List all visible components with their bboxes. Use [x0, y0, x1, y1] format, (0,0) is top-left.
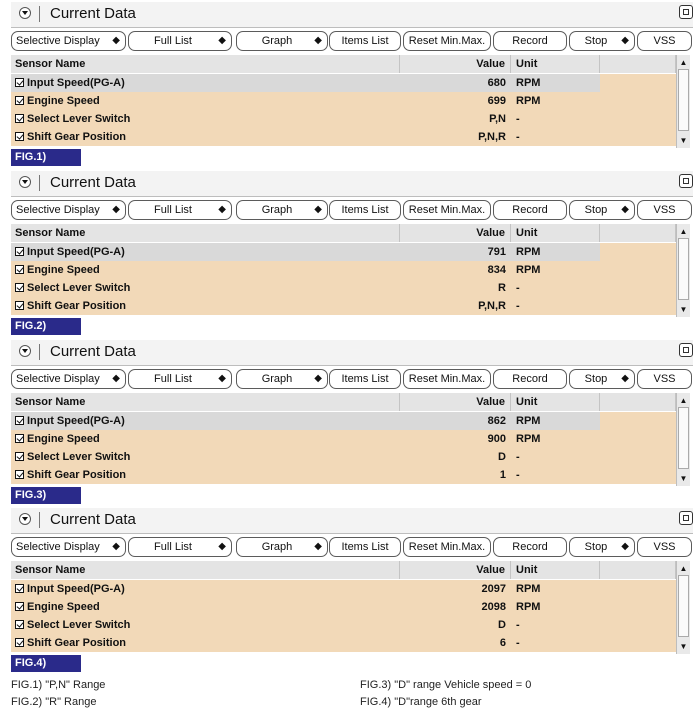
record-button[interactable]: Record	[493, 537, 567, 557]
scroll-thumb[interactable]	[678, 407, 689, 469]
grid-header	[11, 561, 676, 579]
extra-header	[600, 561, 676, 579]
up-down-arrow-icon: ◆	[112, 204, 120, 215]
checked-checkbox-icon[interactable]	[15, 416, 24, 425]
graph-select[interactable]: Graph ◆	[236, 369, 328, 389]
caption-fig2: FIG.2) "R" Range	[11, 696, 97, 708]
full-list-select[interactable]: Full List ◆	[128, 369, 232, 389]
up-down-arrow-icon: ◆	[112, 373, 120, 384]
reset-min-max-button[interactable]: Reset Min.Max.	[403, 369, 491, 389]
checked-checkbox-icon[interactable]	[15, 620, 24, 629]
graph-select[interactable]: Graph ◆	[236, 200, 328, 220]
panel-title: Current Data	[50, 174, 136, 191]
reset-min-max-button[interactable]: Reset Min.Max.	[403, 537, 491, 557]
stop-select[interactable]: Stop ◆	[569, 369, 635, 389]
up-down-arrow-icon: ◆	[218, 204, 226, 215]
up-down-arrow-icon: ◆	[621, 541, 629, 552]
current-data-panel-3	[11, 340, 693, 508]
scroll-down-arrow-icon[interactable]: ▼	[679, 474, 688, 483]
caption-fig1: FIG.1) "P,N" Range	[11, 679, 106, 691]
up-down-arrow-icon: ◆	[621, 373, 629, 384]
checked-checkbox-icon[interactable]	[15, 584, 24, 593]
table-row[interactable]: Input Speed(PG-A) 791 RPM	[11, 243, 676, 261]
up-down-arrow-icon: ◆	[314, 35, 322, 46]
sensor-data-grid	[11, 561, 693, 654]
checked-checkbox-icon[interactable]	[15, 265, 24, 274]
record-button[interactable]: Record	[493, 31, 567, 51]
current-data-panel-1	[11, 2, 693, 170]
title-divider	[39, 175, 40, 191]
items-list-button[interactable]: Items List	[329, 369, 401, 389]
table-row[interactable]: Select Lever Switch P,N -	[11, 110, 676, 128]
toolbar	[11, 31, 693, 54]
toolbar	[11, 369, 693, 392]
checked-checkbox-icon[interactable]	[15, 638, 24, 647]
items-list-button[interactable]: Items List	[329, 31, 401, 51]
sensor-name-header[interactable]: Sensor Name	[11, 224, 400, 242]
restore-window-icon[interactable]	[679, 174, 693, 188]
vertical-scrollbar[interactable]	[676, 55, 690, 148]
sensor-name-header[interactable]: Sensor Name	[11, 55, 400, 73]
sensor-data-grid	[11, 224, 693, 317]
extra-header	[600, 224, 676, 242]
table-row[interactable]: Shift Gear Position 6 -	[11, 634, 676, 652]
selective-display-select[interactable]: Selective Display ◆	[11, 31, 126, 51]
figure-label: FIG.2)	[11, 318, 81, 335]
stop-select[interactable]: Stop ◆	[569, 200, 635, 220]
selective-display-select[interactable]: Selective Display ◆	[11, 369, 126, 389]
current-data-panel-2	[11, 171, 693, 339]
table-row[interactable]: Engine Speed 900 RPM	[11, 430, 676, 448]
scroll-up-arrow-icon[interactable]: ▲	[679, 564, 688, 573]
toolbar	[11, 537, 693, 560]
up-down-arrow-icon: ◆	[314, 541, 322, 552]
up-down-arrow-icon: ◆	[218, 35, 226, 46]
value-header[interactable]: Value	[400, 393, 511, 411]
unit-header[interactable]: Unit	[511, 561, 600, 579]
grid-header	[11, 55, 676, 73]
up-down-arrow-icon: ◆	[218, 541, 226, 552]
checked-checkbox-icon[interactable]	[15, 114, 24, 123]
caption-fig4: FIG.4) "D"range 6th gear	[360, 696, 482, 708]
figure-label: FIG.4)	[11, 655, 81, 672]
vertical-scrollbar[interactable]	[676, 561, 690, 654]
items-list-button[interactable]: Items List	[329, 537, 401, 557]
panel-title: Current Data	[50, 343, 136, 360]
restore-window-icon[interactable]	[679, 343, 693, 357]
vss-button[interactable]: VSS	[637, 31, 692, 51]
items-list-button[interactable]: Items List	[329, 200, 401, 220]
table-row[interactable]: Select Lever Switch D -	[11, 616, 676, 634]
graph-select[interactable]: Graph ◆	[236, 31, 328, 51]
figure-label: FIG.1)	[11, 149, 81, 166]
panel-titlebar	[11, 508, 693, 534]
full-list-select[interactable]: Full List ◆	[128, 200, 232, 220]
scroll-up-arrow-icon[interactable]: ▲	[679, 396, 688, 405]
checked-checkbox-icon[interactable]	[15, 470, 24, 479]
up-down-arrow-icon: ◆	[112, 541, 120, 552]
checked-checkbox-icon[interactable]	[15, 434, 24, 443]
up-down-arrow-icon: ◆	[621, 204, 629, 215]
table-row[interactable]: Engine Speed 699 RPM	[11, 92, 676, 110]
title-divider	[39, 344, 40, 360]
scroll-down-arrow-icon[interactable]: ▼	[679, 136, 688, 145]
stop-select[interactable]: Stop ◆	[569, 31, 635, 51]
selective-display-select[interactable]: Selective Display ◆	[11, 200, 126, 220]
figure-label: FIG.3)	[11, 487, 81, 504]
table-row[interactable]: Select Lever Switch D -	[11, 448, 676, 466]
checked-checkbox-icon[interactable]	[15, 96, 24, 105]
value-header[interactable]: Value	[400, 224, 511, 242]
checked-checkbox-icon[interactable]	[15, 247, 24, 256]
collapse-icon[interactable]	[19, 345, 31, 357]
full-list-select[interactable]: Full List ◆	[128, 537, 232, 557]
title-divider	[39, 6, 40, 22]
panel-title: Current Data	[50, 511, 136, 528]
toolbar	[11, 200, 693, 223]
up-down-arrow-icon: ◆	[112, 35, 120, 46]
table-row[interactable]: Shift Gear Position 1 -	[11, 466, 676, 484]
vertical-scrollbar[interactable]	[676, 224, 690, 317]
scroll-up-arrow-icon[interactable]: ▲	[679, 227, 688, 236]
vss-button[interactable]: VSS	[637, 369, 692, 389]
restore-window-icon[interactable]	[679, 511, 693, 525]
restore-window-icon[interactable]	[679, 5, 693, 19]
sensor-name-header[interactable]: Sensor Name	[11, 393, 400, 411]
table-row[interactable]: Engine Speed 2098 RPM	[11, 598, 676, 616]
up-down-arrow-icon: ◆	[621, 35, 629, 46]
panel-title: Current Data	[50, 5, 136, 22]
scroll-down-arrow-icon[interactable]: ▼	[679, 642, 688, 651]
collapse-icon[interactable]	[19, 176, 31, 188]
reset-min-max-button[interactable]: Reset Min.Max.	[403, 31, 491, 51]
scroll-up-arrow-icon[interactable]: ▲	[679, 58, 688, 67]
title-divider	[39, 512, 40, 528]
sensor-data-grid	[11, 393, 693, 486]
checked-checkbox-icon[interactable]	[15, 602, 24, 611]
selective-display-select[interactable]: Selective Display ◆	[11, 537, 126, 557]
sensor-data-grid	[11, 55, 693, 148]
current-data-panel-4	[11, 508, 693, 676]
vertical-scrollbar[interactable]	[676, 393, 690, 486]
record-button[interactable]: Record	[493, 369, 567, 389]
table-row[interactable]: Input Speed(PG-A) 680 RPM	[11, 74, 676, 92]
vss-button[interactable]: VSS	[637, 200, 692, 220]
record-button[interactable]: Record	[493, 200, 567, 220]
checked-checkbox-icon[interactable]	[15, 301, 24, 310]
checked-checkbox-icon[interactable]	[15, 132, 24, 141]
scroll-thumb[interactable]	[678, 238, 689, 300]
graph-select[interactable]: Graph ◆	[236, 537, 328, 557]
up-down-arrow-icon: ◆	[218, 373, 226, 384]
unit-header[interactable]: Unit	[511, 224, 600, 242]
checked-checkbox-icon[interactable]	[15, 283, 24, 292]
table-row[interactable]: Select Lever Switch R -	[11, 279, 676, 297]
caption-fig3: FIG.3) "D" range Vehicle speed = 0	[360, 679, 532, 691]
table-row[interactable]: Input Speed(PG-A) 2097 RPM	[11, 580, 676, 598]
checked-checkbox-icon[interactable]	[15, 452, 24, 461]
panel-titlebar	[11, 340, 693, 366]
table-row[interactable]: Shift Gear Position P,N,R -	[11, 128, 676, 146]
table-row[interactable]: Input Speed(PG-A) 862 RPM	[11, 412, 676, 430]
grid-header	[11, 224, 676, 242]
up-down-arrow-icon: ◆	[314, 373, 322, 384]
sensor-name-header[interactable]: Sensor Name	[11, 561, 400, 579]
vss-button[interactable]: VSS	[637, 537, 692, 557]
panel-titlebar	[11, 171, 693, 197]
stop-select[interactable]: Stop ◆	[569, 537, 635, 557]
checked-checkbox-icon[interactable]	[15, 78, 24, 87]
value-header[interactable]: Value	[400, 55, 511, 73]
scroll-down-arrow-icon[interactable]: ▼	[679, 305, 688, 314]
full-list-select[interactable]: Full List ◆	[128, 31, 232, 51]
grid-header	[11, 393, 676, 411]
extra-header	[600, 393, 676, 411]
unit-header[interactable]: Unit	[511, 393, 600, 411]
up-down-arrow-icon: ◆	[314, 204, 322, 215]
scroll-thumb[interactable]	[678, 575, 689, 637]
table-row[interactable]: Shift Gear Position P,N,R -	[11, 297, 676, 315]
collapse-icon[interactable]	[19, 7, 31, 19]
scroll-thumb[interactable]	[678, 69, 689, 131]
collapse-icon[interactable]	[19, 513, 31, 525]
table-row[interactable]: Engine Speed 834 RPM	[11, 261, 676, 279]
unit-header[interactable]: Unit	[511, 55, 600, 73]
extra-header	[600, 55, 676, 73]
value-header[interactable]: Value	[400, 561, 511, 579]
reset-min-max-button[interactable]: Reset Min.Max.	[403, 200, 491, 220]
panel-titlebar	[11, 2, 693, 28]
